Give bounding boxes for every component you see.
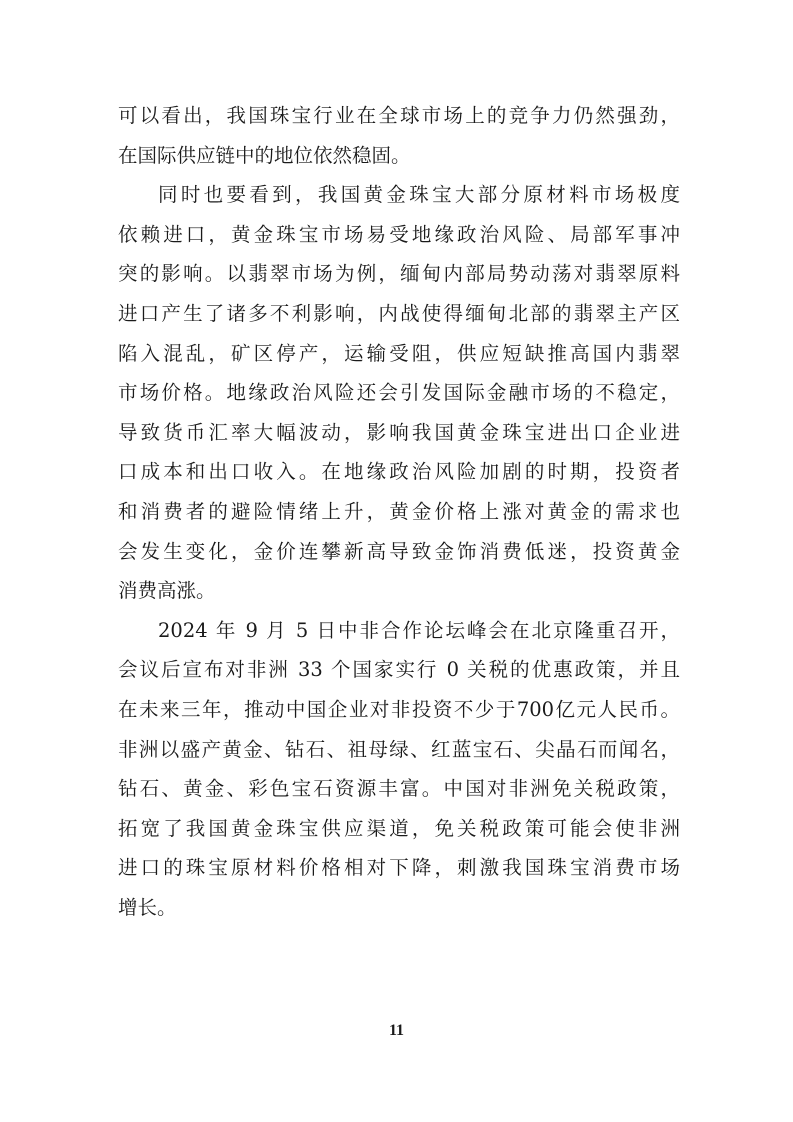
text-line: 可以看出，我国珠宝行业在全球市场上的竞争力仍然强劲， [118,104,680,127]
text-line: 非洲以盛产黄金、钻石、祖母绿、红蓝宝石、尖晶石而闻名， [118,737,680,761]
text-line: 和消费者的避险情绪上升，黄金价格上涨对黄金的需求也 [118,499,680,523]
page-number: 11 [388,1022,405,1039]
text-line: 2024 年 9 月 5 日中非合作论坛峰会在北京隆重召开， [158,618,680,642]
text-line: 同时也要看到，我国黄金珠宝大部分原材料市场极度 [158,183,680,207]
text-line: 陷入混乱，矿区停产，运输受阻，供应短缺推高国内翡翠 [118,341,680,365]
text-line: 口成本和出口收入。在地缘政治风险加剧的时期，投资者 [118,460,680,484]
text-line: 拓宽了我国黄金珠宝供应渠道，免关税政策可能会使非洲 [118,816,680,840]
text-line: 导致货币汇率大幅波动，影响我国黄金珠宝进出口企业进 [118,420,680,444]
body-text [118,96,680,927]
text-line: 突的影响。以翡翠市场为例，缅甸内部局势动荡对翡翠原料 [118,262,680,286]
text-line: 在国际供应链中的地位依然稳固。 [118,143,411,167]
text-line: 依赖进口，黄金珠宝市场易受地缘政治风险、局部军事冲 [118,222,680,246]
text-line: 进口的珠宝原材料价格相对下降，刺激我国珠宝消费市场 [118,856,680,880]
text-line: 消费高涨。 [118,579,216,603]
text-line: 会发生变化，金价连攀新高导致金饰消费低迷，投资黄金 [118,539,680,563]
text-line: 钻石、黄金、彩色宝石资源丰富。中国对非洲免关税政策， [118,777,680,801]
text-line: 市场价格。地缘政治风险还会引发国际金融市场的不稳定， [118,381,680,405]
text-line: 增长。 [118,895,177,919]
text-line: 在未来三年，推动中国企业对非投资不少于700亿元人民币。 [118,697,680,721]
text-line: 会议后宣布对非洲 33 个国家实行 0 关税的优惠政策，并且 [118,658,680,682]
text-line: 进口产生了诸多不利影响，内战使得缅甸北部的翡翠主产区 [118,301,680,325]
